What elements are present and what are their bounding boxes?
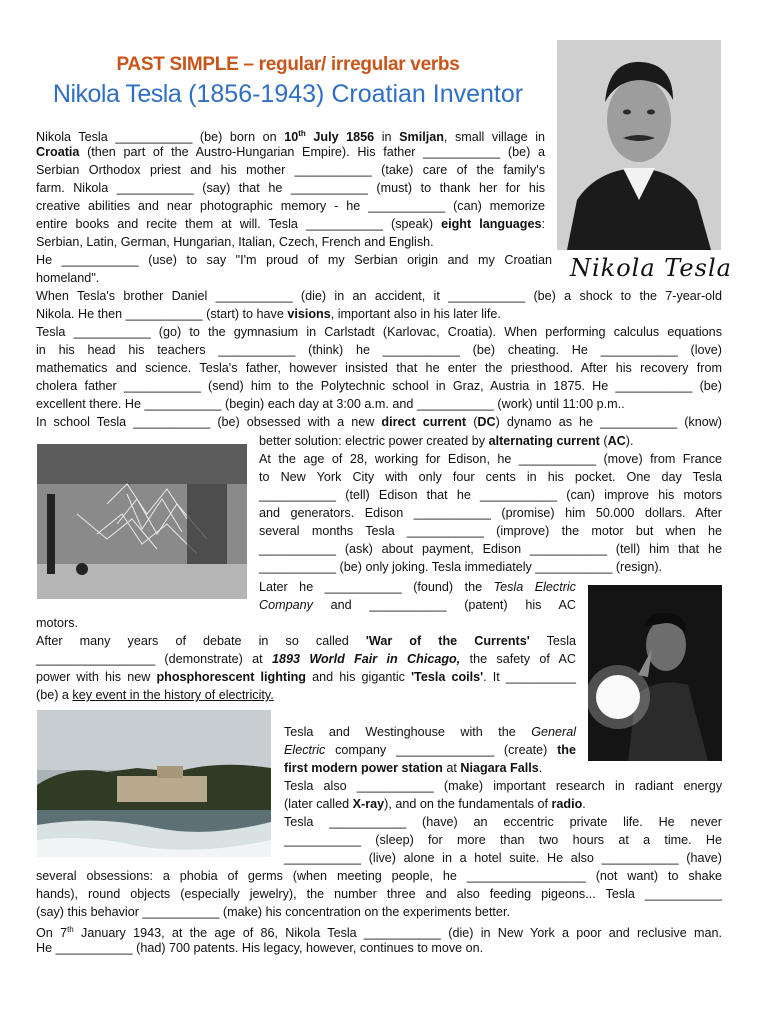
text-line-18: better solution: electric power created by alternating current (AC). [259, 434, 634, 448]
text-line-19: At the age of 28, working for Edison, he ___________ (move) from France [259, 452, 722, 466]
text-line-43: (say) this behavior ___________ (make) his concentration on the experiments better. [36, 905, 510, 919]
niagara-falls-photo [37, 710, 271, 857]
text-line-23: several months Tesla ___________ (improve) the motor but when he [259, 524, 722, 538]
text-line-45: He ___________ (had) 700 patents. His legacy, however, continues to move on. [36, 941, 484, 955]
text-line-36: Tesla also ___________ (make) important research in radiant energy [284, 779, 722, 793]
text-line-22: and generators. Edison ___________ (promise) him 50.000 dollars. After [259, 506, 722, 520]
text-line-37: (later called X-ray), and on the fundamentals of radio. [284, 797, 586, 811]
text-line-21: ___________ (tell) Edison that he ___________ (can) improve his motors [259, 488, 722, 502]
text-line-14: mathematics and science. Tesla's father, however insisted that he enter the priesthood. After his recovery from [36, 361, 722, 375]
text-line-9: homeland". [36, 271, 100, 285]
subtitle-name: Nikola Tesla [52, 80, 182, 108]
text-line-40: ___________ (live) alone in a hotel suite. He also ___________ (have) [284, 851, 722, 865]
text-line-5: creative abilities and near photographic memory - he ___________ (can) memorize [36, 199, 545, 213]
text-line-7: Serbian, Latin, German, Hungarian, Italian, Czech, French and English. [36, 235, 434, 249]
tesla-portrait-photo [557, 40, 721, 250]
text-line-15: cholera father ___________ (send) him to the Polytechnic school in Graz, Austria in 1875. He ___________ (be) [36, 379, 722, 393]
niagara-illustration [37, 710, 271, 857]
text-line-2: Croatia (then part of the Austro-Hungarian Empire). His father ___________ (be) a [36, 145, 545, 159]
text-line-44: On 7th January 1943, at the age of 86, Nikola Tesla ___________ (die) in New York a poor and reclusive man. [36, 925, 722, 941]
signature: Nikola Tesla [570, 254, 732, 282]
text-line-12: Tesla ___________ (go) to the gymnasium in Carlstadt (Karlovac, Croatia). When performing calculus equations [36, 325, 722, 339]
text-line-28: motors. [36, 616, 78, 630]
subtitle-rest: (1856-1943) Croatian Inventor [181, 80, 524, 108]
text-line-38: Tesla ___________ (have) an eccentric private life. He never [284, 815, 722, 829]
text-line-24: ___________ (ask) about payment, Edison ___________ (tell) him that he [259, 542, 722, 556]
text-line-26: Later he ___________ (found) the Tesla Electric [259, 580, 576, 594]
text-line-25: ___________ (be) only joking. Tesla immediately ___________ (resign). [259, 560, 663, 574]
worksheet-title: PAST SIMPLE – regular/ irregular verbs [116, 54, 460, 75]
text-line-33: Tesla and Westinghouse with the General [284, 725, 576, 739]
text-line-1: Nikola Tesla ___________ (be) born on 10th July 1856 in Smiljan, small village in [36, 129, 545, 145]
text-line-10: When Tesla's brother Daniel ___________ (die) in an accident, it ___________ (be) a shock to the 7-year-old [36, 289, 722, 303]
text-line-3: Serbian Orthodox priest and his mother ___________ (take) care of the family's [36, 163, 545, 177]
text-line-11: Nikola. He then ___________ (start) to have visions, important also in his later life. [36, 307, 501, 321]
portrait-illustration [557, 40, 721, 250]
text-line-39: ___________ (sleep) for more than two hours at a time. He [284, 833, 722, 847]
text-line-8: He ___________ (use) to say "I'm proud of my Serbian origin and my Croatian [36, 253, 552, 267]
text-line-13: in his head his teachers ___________ (think) he ___________ (be) cheating. He ___________ (love) [36, 343, 722, 357]
tesla-lamp-photo [588, 585, 722, 761]
text-line-27: Company and ___________ (patent) his AC [259, 598, 576, 612]
worksheet-subtitle [0, 80, 576, 109]
text-line-20: to New York City with only four cents in his pocket. One day Tesla [259, 470, 722, 484]
text-line-34: Electric company ______________ (create) the [284, 743, 576, 757]
text-line-16: excellent there. He ___________ (begin) each day at 3:00 a.m. and ___________ (work) until 11:00 p.m.. [36, 397, 625, 411]
text-line-30: _________________ (demonstrate) at 1893 World Fair in Chicago, the safety of AC [36, 652, 576, 666]
text-line-35: first modern power station at Niagara Falls. [284, 761, 543, 775]
text-line-29: After many years of debate in so called 'War of the Currents' Tesla [36, 634, 577, 648]
text-line-4: farm. Nikola ___________ (say) that he ___________ (must) to thank her for his [36, 181, 545, 195]
coil-illustration [37, 444, 247, 599]
text-line-6: entire books and recite them at will. Tesla ___________ (speak) eight languages: [36, 217, 545, 231]
lamp-illustration [588, 585, 722, 761]
text-line-32: (be) a key event in the history of electricity. [36, 688, 274, 702]
text-line-31: power with his new phosphorescent lighting and his gigantic 'Tesla coils'. It __________ [36, 670, 576, 684]
text-line-17: In school Tesla ___________ (be) obsessed with a new direct current (DC) dynamo as he ___________ (know) [36, 415, 722, 429]
tesla-coil-lab-photo [37, 444, 247, 599]
text-line-41: several obsessions: a phobia of germs (when meeting people, he _________________ (not want) to shake [36, 869, 722, 883]
text-line-42: hands), round objects (especially jewelry), the number three and also feeding pigeons... Tesla ___________ [36, 887, 722, 901]
